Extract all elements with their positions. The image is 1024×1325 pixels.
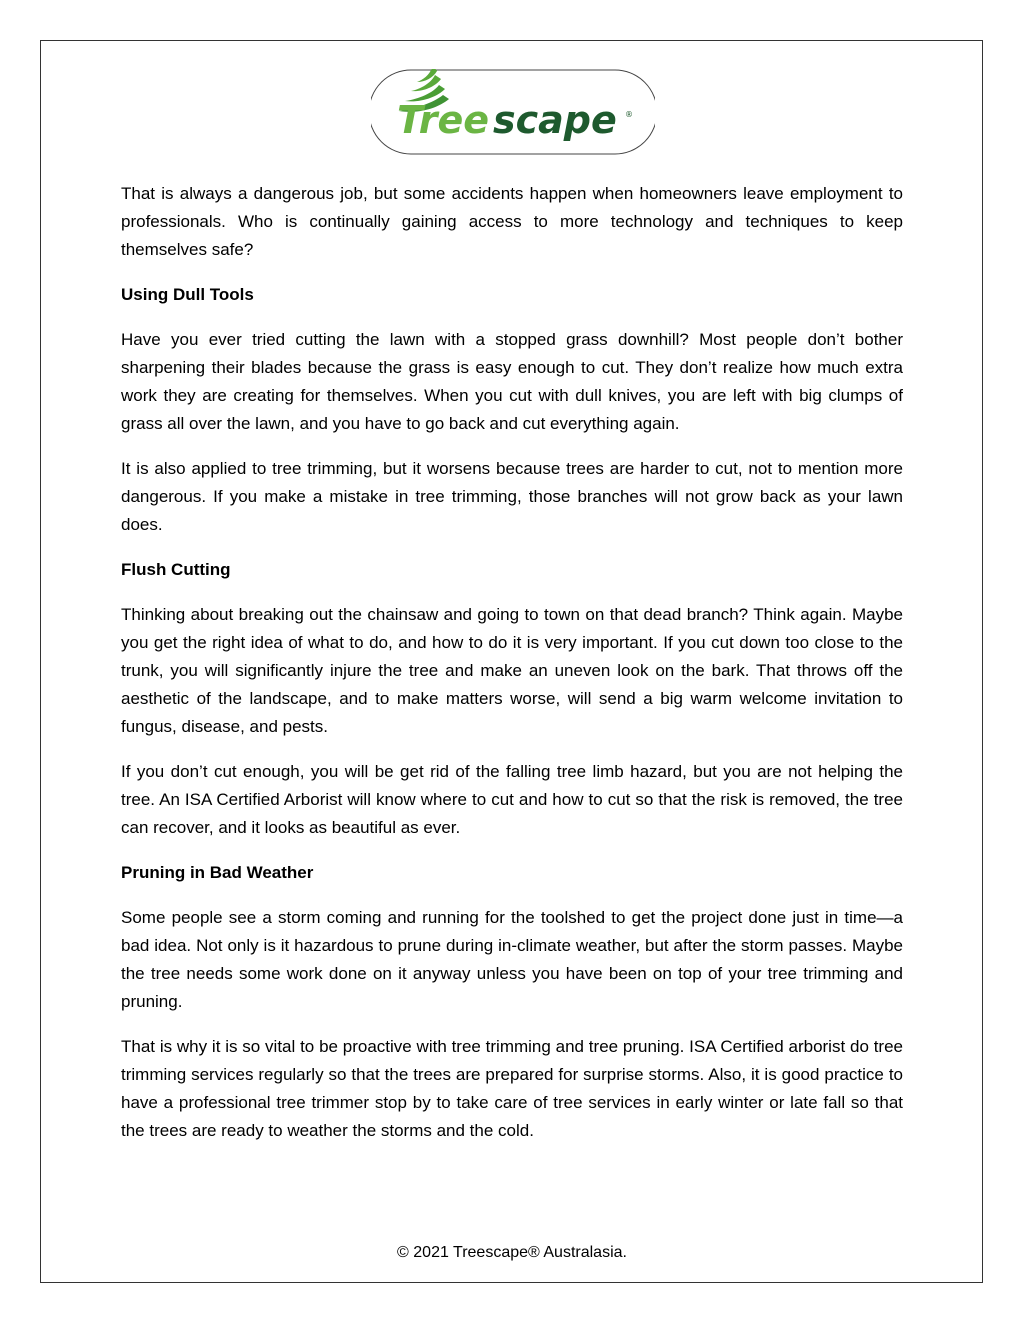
flush-paragraph-2: If you don’t cut enough, you will be get rid of the falling tree limb hazard, but you are not helping the tree. An ISA Certified Arborist will know where to cut and how to cut so that the risk is removed, the tree can recover, and it looks as beautiful as ever.: [121, 762, 903, 837]
dull-tools-paragraph-2: It is also applied to tree trimming, but it worsens because trees are harder to cut, not to mention more dangerous. If you make a mistake in tree trimming, those branches will not grow back as your lawn does.: [121, 459, 903, 534]
intro-paragraph: That is always a dangerous job, but some accidents happen when homeowners leave employment to professionals. Who is continually gaining access to more technology and techniques to keep themselves safe?: [121, 184, 903, 259]
flush-paragraph-1: Thinking about breaking out the chainsaw and going to town on that dead branch? Think again. Maybe you get the right idea of what to do, and how to do it is very important. If you cut down too close to the trunk, you will significantly injure the tree and make an uneven look on the bark. That throws off the aesthetic of the landscape, and to make matters worse, will send a big warm welcome invitation to fungus, disease, and pests.: [121, 605, 903, 736]
article-body: [121, 180, 903, 1162]
logo-text-tree: Tree: [397, 98, 490, 142]
weather-paragraph-1: Some people see a storm coming and running for the toolshed to get the project done just in time—a bad idea. Not only is it hazardous to prune during in-climate weather, but after the storm passes. Maybe the tree needs some work done on it anyway unless you have been on top of your tree trimming and pruning.: [121, 908, 903, 1011]
treescape-logo: [371, 69, 655, 155]
weather-paragraph-2: That is why it is so vital to be proactive with tree trimming and tree pruning. ISA Certified arborist do tree trimming services regularly so that the trees are prepared for surprise storms. Also, it is good practice to have a professional tree trimmer stop by to take care of tree services in early winter or late fall so that the trees are ready to weather the storms and the cold.: [121, 1037, 903, 1140]
heading-bad-weather: Pruning in Bad Weather: [121, 863, 314, 882]
dull-tools-paragraph-1: Have you ever tried cutting the lawn with a stopped grass downhill? Most people don’t bother sharpening their blades because the grass is easy enough to cut. They don’t realize how much extra work they are creating for themselves. When you cut with dull knives, you are left with big clumps of grass all over the lawn, and you have to go back and cut everything again.: [121, 330, 903, 433]
logo-registered: ®: [625, 110, 633, 119]
heading-flush-cutting: Flush Cutting: [121, 560, 231, 579]
logo-text-scape: scape: [493, 98, 617, 142]
heading-dull-tools: Using Dull Tools: [121, 285, 254, 304]
footer-copyright: © 2021 Treescape® Australasia.: [397, 1244, 627, 1261]
